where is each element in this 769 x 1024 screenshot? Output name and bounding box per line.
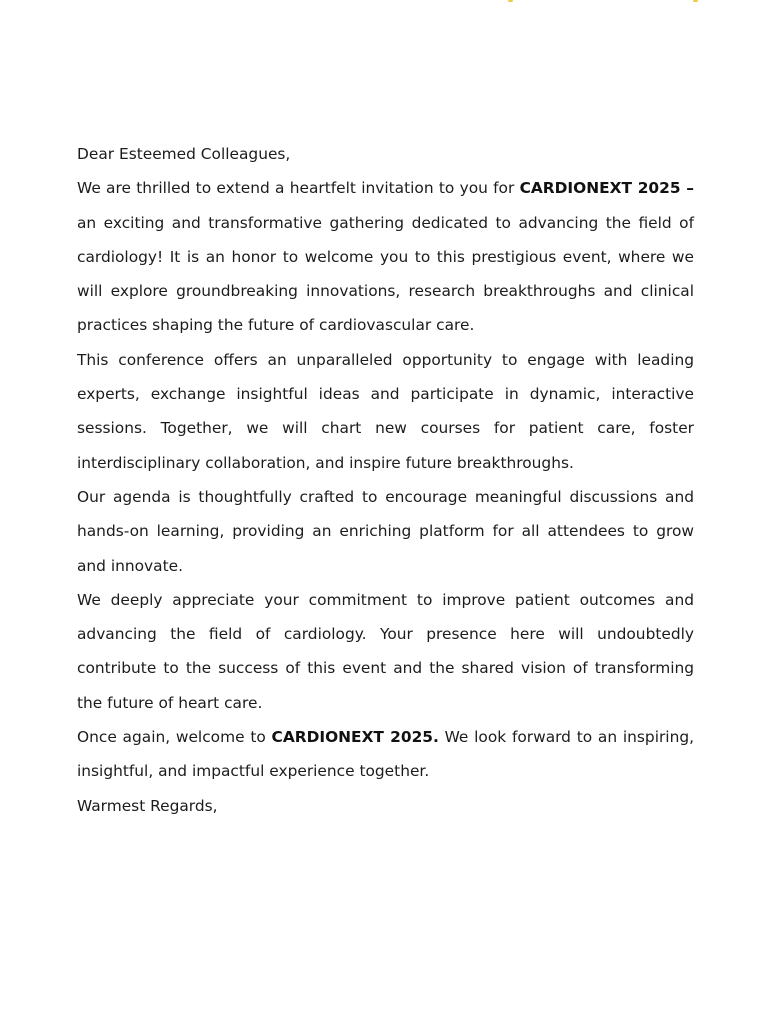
- paragraph-intro-text-end: an exciting and transformative gathering dedicated to advancing the field of cardiology! It is an honor to welcome you to this prestigious event, where we will explore groundbreaking innovations, research breakthroughs and clinical practices shaping the future of cardiovascular care.: [77, 213, 694, 335]
- paragraph-intro: [77, 171, 694, 342]
- paragraph-welcome-text-end: We look forward to an inspiring, insightful, and impactful experience together.: [77, 728, 694, 781]
- top-decoration: [508, 0, 698, 3]
- letter-body: [77, 137, 694, 823]
- paragraph-appreciation: We deeply appreciate your commitment to improve patient outcomes and advancing the field of cardiology. Your presence here will undoubtedly contribute to the success of this event and the shared vision of transforming the future of heart care.: [77, 590, 694, 712]
- paragraph-welcome: [77, 720, 694, 789]
- event-name: CARDIONEXT 2025 –: [519, 179, 694, 198]
- event-name: CARDIONEXT 2025.: [271, 728, 439, 747]
- paragraph-intro-text-start: We are thrilled to extend a heartfelt invitation to you for: [77, 179, 520, 198]
- closing: Warmest Regards,: [77, 796, 218, 815]
- decoration-mark: [693, 0, 698, 2]
- paragraph-conference: This conference offers an unparalleled opportunity to engage with leading experts, exchange insightful ideas and participate in dynamic, interactive sessions. Together, we will chart new courses for patient care, foster interdisciplinary collaboration, and inspire future breakthroughs.: [77, 350, 694, 472]
- paragraph-agenda: Our agenda is thoughtfully crafted to encourage meaningful discussions and hands-on learning, providing an enriching platform for all attendees to grow and innovate.: [77, 487, 694, 575]
- paragraph-welcome-text-start: Once again, welcome to: [77, 728, 272, 747]
- decoration-mark: [508, 0, 513, 2]
- salutation: Dear Esteemed Colleagues,: [77, 145, 291, 163]
